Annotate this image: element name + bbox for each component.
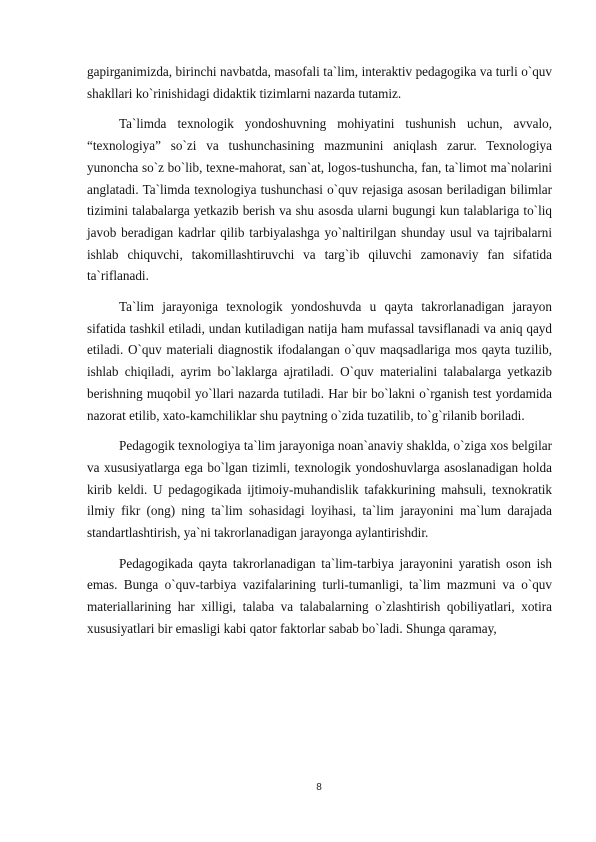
paragraph-pedagogical-technology: Pedagogik texnologiya ta`lim jarayoniga noan`anaviy shaklda, o`ziga xos belgilar va xususiyatlarga ega bo`lgan tizimli, texnologik yondoshuvlarga asoslanadigan holda kirib keldi. U pedagogikada ijtimoiy-muhandislik tafakkurining mahsuli, texnokratik ilmiy fikr (ong) ning ta`lim sohasidagi loyihasi, ta`lim jarayonini ma`lum darajada standartlashtirish, ya`ni takrorlanadigan jarayonga aylantirishdir.	[87, 438, 552, 541]
body-text	[87, 61, 552, 649]
paragraph-technological-approach: Ta`lim jarayoniga texnologik yondoshuvda u qayta takrorlanadigan jarayon sifatida tashkil etiladi, undan kutiladigan natija ham mufassal tavsiflanadi va aniq qayd etiladi. O`quv materiali diagnostik ifodalangan o`quv maqsadlariga mos qayta tuzilib, ishlab chiqiladi, ayrim bo`laklarga ajratiladi. O`quv materialini talabalarga yetkazib berishning muqobil yo`llari nazarda tutiladi. Har bir bo`lakni o`rganish test yordamida nazorat etilib, xato-kamchiliklar shu paytning o`zida tuzatilib, to`g`rilanib boriladi.	[87, 299, 552, 423]
paragraph-technology-definition: Ta`limda texnologik yondoshuvning mohiyatini tushunish uchun, avvalo, “texnologiya” so`zi va tushunchasining mazmunini aniqlash zarur. Texnologiya yunoncha so`z bo`lib, texne-mahorat, san`at, logos-tushuncha, fan, ta`limot ma`nolarini anglatadi. Ta`limda texnologiya tushunchasi o`quv rejasiga asosan beriladigan bilimlar tizimini talabalarga yetkazib berish va shu asosda ularni bugungi kun talablariga to`liq javob beradigan kadrlar qilib tarbiyalashga yo`naltirilgan shunday usul va tajribalarni ishlab chiquvchi, takomillashtiruvchi va targ`ib qiluvchi zamonaviy fan sifatida ta`riflanadi.	[87, 116, 552, 284]
page-number: 8	[316, 782, 322, 793]
paragraph-repeatable-process: Pedagogikada qayta takrorlanadigan ta`lim-tarbiya jarayonini yaratish oson ish emas. Bunga o`quv-tarbiya vazifalarining turli-tumanligi, ta`lim mazmuni va o`quv materiallarining har xilligi, talaba va talabalarning o`zlashtirish qobiliyatlari, xotira xususiyatlari bir emasligi kabi qator faktorlar sabab bo`ladi. Shunga qaramay,	[87, 555, 552, 636]
paragraph-continuation: gapirganimizda, birinchi navbatda, masofali ta`lim, interaktiv pedagogika va turli o`quv shakllari ko`rinishidagi didaktik tizimlarni nazarda tutamiz.	[87, 64, 552, 101]
